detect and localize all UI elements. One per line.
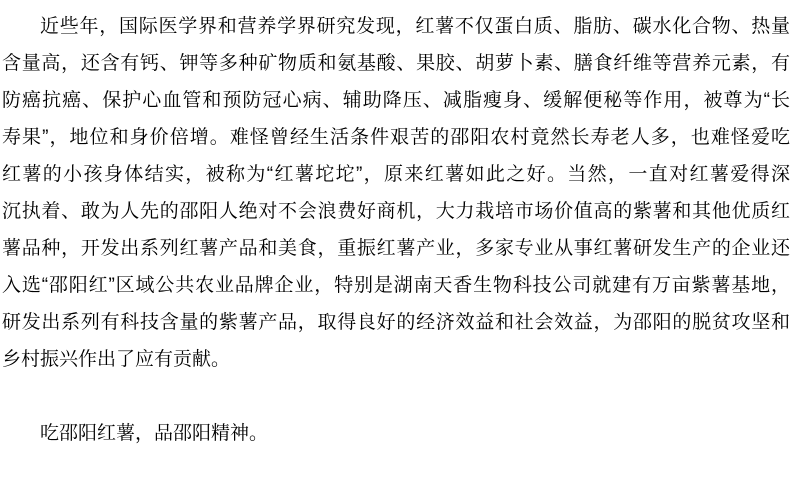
paragraph-line: 沉执着、敢为人先的邵阳人绝对不会浪费好商机，大力栽培市场价值高的紫薯和其他优质红 [2, 201, 790, 222]
closing-line: 吃邵阳红薯，品邵阳精神。 [40, 423, 269, 444]
paragraph-body-text [2, 8, 790, 378]
paragraph-line: 红薯的小孩身体结实，被称为“红薯坨坨”，原来红薯如此之好。当然，一直对红薯爱得深 [2, 164, 790, 185]
paragraph-spacer [2, 378, 790, 415]
paragraph-line: 乡村振兴作出了应有贡献。 [2, 349, 231, 370]
paragraph-line: 薯品种，开发出系列红薯产品和美食，重振红薯产业，多家专业从事红薯研发生产的企业还 [2, 238, 790, 259]
paragraph-line: 寿果”，地位和身价倍增。难怪曾经生活条件艰苦的邵阳农村竟然长寿老人多，也难怪爱吃 [2, 127, 790, 148]
paragraph-line: 入选“邵阳红”区域公共农业品牌企业，特别是湖南天香生物科技公司就建有万亩紫薯基地， [2, 275, 790, 296]
paragraph-line: 近些年，国际医学界和营养学界研究发现，红薯不仅蛋白质、脂肪、碳水化合物、热量 [40, 16, 790, 37]
paragraph-closing [2, 415, 790, 452]
paragraph-line: 研发出系列有科技含量的紫薯产品，取得良好的经济效益和社会效益，为邵阳的脱贫攻坚和 [2, 312, 790, 333]
paragraph-line: 防癌抗癌、保护心血管和预防冠心病、辅助降压、减脂瘦身、缓解便秘等作用，被尊为“长 [2, 90, 790, 111]
paragraph-line: 含量高，还含有钙、钾等多种矿物质和氨基酸、果胶、胡萝卜素、膳食纤维等营养元素，有 [2, 53, 790, 74]
